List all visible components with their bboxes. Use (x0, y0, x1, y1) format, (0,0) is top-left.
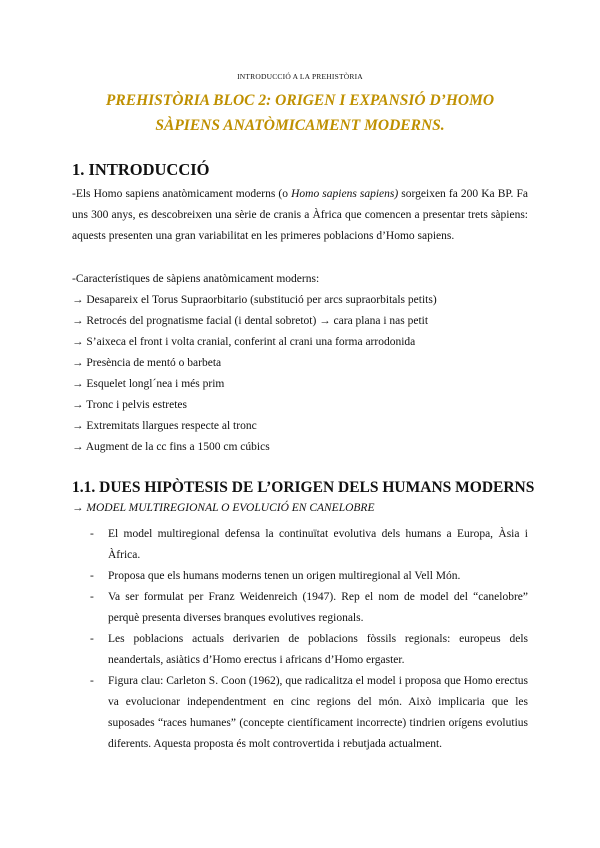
list-item (72, 566, 528, 587)
list-item (72, 629, 528, 671)
bullet-dash: - (90, 675, 94, 687)
subsection-heading-multiregional: → MODEL MULTIREGIONAL O EVOLUCIÓ EN CANELOBRE (72, 502, 375, 514)
list-item-text: Va ser formulat per Franz Weidenreich (1947). Rep el nom de model del “canelobre” perquè presenta diverses branques evolutives regionals. (108, 591, 528, 624)
bullet-dash: - (90, 633, 94, 645)
feature-item: → Extremitats llargues respecte al tronc (72, 420, 257, 432)
feature-item: → S’aixeca el front i volta cranial, conferint al crani una forma arrodonida (72, 336, 416, 348)
multiregional-bullet-list (72, 524, 528, 755)
intro-text-start: -Els Homo sapiens anatòmicament moderns (o (72, 188, 292, 200)
features-intro: -Característiques de sàpiens anatòmicament moderns: (72, 273, 320, 285)
list-item (72, 524, 528, 566)
feature-item: → Esquelet longl´nea i més prim (72, 378, 225, 390)
feature-item: → Tronc i pelvis estretes (72, 399, 187, 411)
feature-item: → Desapareix el Torus Supraorbitario (substitució per arcs supraorbitals petits) (72, 294, 437, 306)
feature-item: → Presència de mentó o barbeta (72, 357, 222, 369)
list-item-text: El model multiregional defensa la continuïtat evolutiva dels humans a Europa, Àsia i Àfrica. (108, 528, 528, 561)
feature-item: → Augment de la cc fins a 1500 cm cúbics (72, 441, 270, 453)
list-item (72, 587, 528, 629)
bullet-dash: - (90, 570, 94, 582)
intro-text-end: sorgeixen fa 200 Ka BP. Fa uns 300 anys, es descobreixen una sèrie de cranis a Àfrica que comencen a presentar trets sàpiens: aquests presenten una gran variabilitat en les primeres poblacions d’Homo sapiens. (72, 188, 529, 242)
list-item-text: Proposa que els humans moderns tenen un origen multiregional al Vell Món. (108, 570, 461, 582)
bullet-dash: - (90, 591, 94, 603)
bullet-dash: - (90, 528, 94, 540)
list-item-text: Les poblacions actuals derivarien de poblacions fòssils regionals: europeus dels neandertals, asiàtics d’Homo erectus i africans d’Homo ergaster. (108, 633, 528, 666)
section-heading-hipotesis: 1.1. DUES HIPÒTESIS DE L’ORIGEN DELS HUMANS MODERNS (72, 479, 535, 496)
page-title (60, 88, 540, 138)
intro-paragraph (72, 184, 528, 247)
list-item-text: Figura clau: Carleton S. Coon (1962), que radicalitza el model i proposa que Homo erectus va evolucionar independentment en cinc regions del món. Això implicaria que les suposades “races humanes” (concepte científicament incorrecte) tindrien orígens evolutius diferents. Aquesta proposta és molt controvertida i rebutjada actualment. (108, 675, 528, 750)
feature-item: → Retrocés del prognatisme facial (i dental sobretot) → cara plana i nas petit (72, 315, 429, 327)
course-kicker: INTRODUCCIÓ A LA PREHISTÒRIA (237, 72, 363, 81)
page-title-line-2: SÀPIENS ANATÒMICAMENT MODERNS. (155, 117, 445, 134)
intro-italic-species: Homo sapiens sapiens) (291, 188, 399, 200)
section-heading-introduccio: 1. INTRODUCCIÓ (72, 160, 210, 179)
list-item (72, 671, 528, 755)
page-title-line-1: PREHISTÒRIA BLOC 2: ORIGEN I EXPANSIÓ D’HOMO (105, 92, 495, 109)
